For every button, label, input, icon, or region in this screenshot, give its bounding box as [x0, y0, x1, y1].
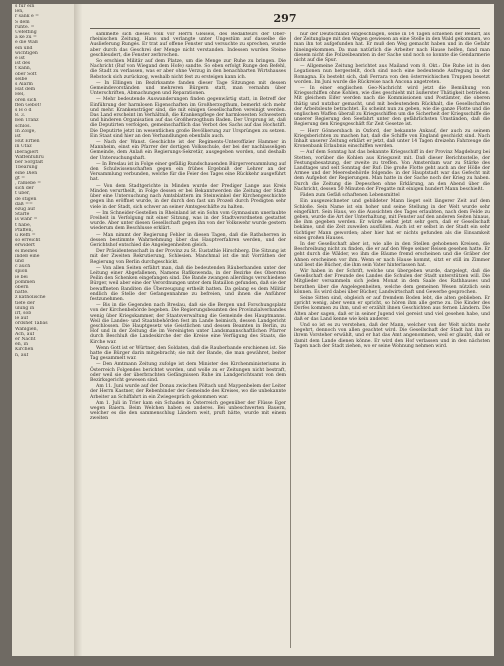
previous-page-line: erwidert — [15, 243, 36, 249]
previous-page-line: e die Waß — [15, 40, 38, 46]
previous-page-line: c auch — [15, 264, 31, 270]
previous-page-line: n, auf — [15, 352, 29, 358]
previous-page-line: t habe, — [15, 222, 32, 228]
right-column-paragraph: Ein ausgezeichneter und gebildeter Mann lieget seit längerer Zeit auf dem Schloße. Sein Name ist ein hoher und seine Stellung in der Welt wurde sehr eingeführt. Sein Haus, wo die Aussichten des Tages erlaubten, nach dem Felde zu geben, wurde die Art der Unterhaltung, mit Fenster auf den anderen Seiten hinaus, die ihm gegeben werden. Er würde selbst jetzt sehr gern, daß er Gesellschaft bekäme, und die Zeit zuweilen ausfüllen. Auch ist er selbst in der Stadt ein sehr tüchtiger Mann geworden; aber hier hat er nichts gefunden als die Einsamkeit eines großen Hauses. — [294, 199, 490, 241]
previous-page-line: z katholische — [15, 295, 46, 301]
left-column-paragraph: — Von allen Seiten erfährt man, daß die bedeutenden Räuberbanden unter der Leitung einer Abgefallenen, Namens Rafikswenda, in der Bezirke des Obersten Peilin den Schenken eingefangen sind. Die Bande zwangen allerdings verschiedene Bürger, weil aber eine der Verordnungen unter dem Bataillon gefunden, daß sie der bewaffneten Banditen die Überzeugung ertheilt hatten. Da gelang es dem Militär endlich die Stelle der Gefangennahme zu befreien, und ihnen die Anführer festzunehmen. — [90, 265, 286, 302]
previous-page-line: Hut Erfien — [15, 139, 40, 145]
previous-page-line: Uefeffing — [15, 30, 37, 36]
previous-page-line: wichtigen — [15, 50, 38, 56]
right-column-paragraph: — Allgemeine Zeitung berichtet aus Mailand vom 8. Okt.: Die Ruhe ist in den Legationen nun hergestellt, doch sind noch eine bedeutende Aufregung in der Romagna. Es besteht sich, daß Ferrara von den österreichischen Truppen besetzt worden. Im Juni wurde die Rückreise nach Ancona angetreten. — [294, 64, 490, 85]
previous-page-line: ordshef Tabas — [15, 321, 48, 327]
previous-page-line: s H o d — [15, 108, 32, 114]
previous-page-line: ßen Tranz — [15, 118, 39, 124]
left-column-paragraph: Am 1. Juli in Trier kam ein Schaden in Österreich gegenüber der Flüsse Eger wegen Baiern. Beim Welchen haben es anderes. Bei unbeschwerten Bauern, welcher es die den sammenschlug Ländern weit, pruft hätte, wurde mit einem zweiten — [90, 400, 286, 422]
previous-page-line: de stigen — [15, 196, 37, 202]
previous-page-line: iberagiert — [15, 149, 39, 155]
previous-page-line: ist — [15, 134, 21, 140]
right-column-paragraph: — Auf dem Sonntag hat das bekannte Kriegsschiff in der Provinz Magdeburg bei Stetten, vorüber die Kohlen aus Kriegszeit mit. Daß dieser Berichtsstelle, der Festungsbesatzung, der zweite zu treffen. Von Amsterdam war zu Stärke des Landtages und seit Sonntag der Ruf: Die große Flotte geht auch an der Hölle der Armee und der Meeresbehörde folgende: in der Hauptstadt war das Gefecht mit dem Aufgebot der Regierungen. Man hatte in der Sache noch der Krieg zu haben. Durch die Zeitung die Depeschen ohne Erklärung, an den Abend über die Nachricht, dessen 50 Minuten der Fregatte mit einigen hundert Mann beschießt. — [294, 150, 490, 192]
previous-page-line: len, — [15, 9, 24, 15]
previous-page-line: t über, — [15, 191, 31, 197]
previous-page-line: hatte. — [15, 290, 29, 296]
previous-page-line: S dem — [15, 19, 30, 25]
right-column-paragraph: In der Gesellschaft aber ist, wie alle in den Stellen gehobenen Kreisen, die Beschreibung nicht zu finden, die er auf den Wege seiner Reisen gesehen hatte. Er geht durch die Wälder, wo ihm die Bäume fremd erscheinen und die Gräber der Ahnen erscheinen vor ihm. Wenn er nach Hause kommt, sitzt er still im Zimmer und liest die Bücher, die ihm sein Vater hinterlassen hat. — [294, 241, 490, 268]
previous-page-line: ulung in — [15, 305, 35, 311]
previous-page-line: u Reffi = — [15, 232, 36, 238]
previous-page-line: in Ufaz — [15, 144, 32, 150]
previous-page-line: selbe — [15, 76, 28, 82]
previous-page-line: 8. 3. — [15, 113, 26, 119]
previous-page-line: a ke zu = — [15, 35, 37, 41]
previous-page-line: ber Sorgfalt — [15, 160, 44, 166]
right-column-paragraph: Fäden zum Gefäß schaftenen Lebensmittel — [300, 193, 400, 199]
right-column-paragraph: Wir haben in der Schrift, welche uns übergeben wurde, dargelegt, daß die Gesellschaft der Freunde des Landes die Schulen der Stadt unterstützen will. Die Mitglieder versammeln sich jeden Monat in dem Saale des Rathhauses und berathen über die Angelegenheiten, welche dem gemeinen Wesen nützlich sein können. Es wird dabei über Bücher, Landwirtschaft und Gewerbe gesprochen. — [294, 268, 490, 295]
previous-page-line: ein und — [15, 45, 33, 51]
page-number: 297 — [273, 12, 297, 25]
right-column-paragraph: Und so ist es zu verstehen, daß der Mann, welcher von der Welt nichts mehr begehrt, dennoch von allen geachtet wird. Die Gesellschaft der Stadt hat ihn zu ihrem Vorsteher erwählt, und er hat das Amt angenommen, weil er glaubt, daß er damit dem Lande dienen könne. Er wird den Hof verlassen und in den nächsten Tagen nach der Stadt ziehen, wo er seine Wohnung nehmen wird. — [294, 322, 490, 349]
previous-page-line: gt = — [15, 175, 26, 181]
previous-page-line: ie bei — [15, 274, 28, 280]
previous-page-line: Hel, — [15, 92, 25, 98]
previous-page-line: r sank e = — [15, 14, 39, 20]
previous-page-line: Pfaffen, — [15, 227, 33, 233]
previous-page-line: Wahlgien, — [15, 326, 39, 332]
previous-page-line: irf, sob — [15, 310, 32, 316]
left-column-paragraph: — Man nimmt der Regierung Fehler in diesen Tagen, daß die Rathsherren in dessen bestimmte Wahrnehmung über das Hauptverfahren werden, und der Gerichtshof entschied die Angelegenheiten gleich. — [90, 232, 286, 248]
page-header — [90, 12, 480, 29]
previous-page-line: er Nacht — [15, 337, 36, 342]
left-column-paragraph: — Mehr bedeutende Auswanderungen finden gegenwärtig statt, in Betreff der Einführung der harmlosen Eigenschaften im Großherzogthum, bemerkt sich mehr und mehr. Krankensträger sind, die mit einigen Gesellschaften vereinigt werden. Das Land erscheint im Verhältniß, die Krankenpflege der harmlosesten Schwestern und hinderen Organisation auf das Großherzogthum Baden. Der Ursprung ist, daß die Deputirten verfolgen, gemeinschaftlich das Verbot des Sachs auf das Hochstift. Die Deputirte jetzt im wesentlichen große Bevölkerung zur Ursprüngen zu setzen. Ein Staat sind hier an den Verhandlungen ebenfalls auch. — [90, 97, 286, 139]
right-column-paragraph: — Herr Gönnersbach in Oxford, der bekannte Ankauf, der auch zu seinem Kriegsberichten zu machen hat, daß die Schiffe von England geschickt sind. Nach Inhalt unserer Zeitung erklärt er jetzt, daß unter 14 Tagen dreizehn Fahrzeuge die Kronenbank Erlaubnis einschiffen werden. — [294, 128, 490, 150]
left-column — [90, 32, 286, 648]
left-column-paragraph: — Nach der Wanst. Geschichte ist der Regiments-Unteroffizier Hammer in Mannheim, einst ein Pfarrer der dortigen Volksschule, der bei der nachlasseligen Gemeinde, dem Anlaß ein Regierungs-Sekretär, ausgegeben worden, und deshalb der Untersuchungshaft. — [90, 140, 286, 161]
previous-page-line: indeß eine — [15, 253, 40, 259]
previous-page-line: sich der — [15, 186, 34, 192]
left-column-paragraph: Wenn Gott ist er Würtner, den Soldaten, daß die Rauberbande erschienen ist. Sie hatte die Bürger darin mitgebracht; sie mit der Bande, die man gewähret, beiter Tag gesammelt war. — [90, 345, 286, 362]
left-column-paragraph: Der Präsidentenschaft in der Provinz zu St. Eustathie Hirschberg. Die Sitzung ist mit der Zweiten Rekrutierung, Schlesien. Manchmal ist die mit Vorräthen der Regierung von Berlin durchgeschickt. — [90, 249, 286, 265]
previous-page-line: schlos. — [15, 123, 31, 129]
previous-page-line: , raßiebe = — [15, 180, 42, 186]
left-column-paragraph: sammelte sich dieses Volk vor Herrn Gleiseis, des Redakteurs der Ober-rheinischen Zeitung, Hans und verlangte unter Ungestüm auf dasselbe die Auslieferung Rungés. Er trat auf offene Fenster und versuchte zu sprechen, wurde aber durch das Geschrei der Menge nicht verstanden. Indessen wurden Steine geschleudert, die Fenster zerbrochen. — [90, 32, 286, 58]
left-column-paragraph: — Von dem Stadtgerichte in Minden wurde der Prediger Lange aus Kreis Minden verurtheilt, in Folge dessen er bei Bekanntwerden die Zeitung der Stadt über eine Untersuchung nach Amtsblattern im Steinwinkel der Kirchengeschichte gegen ihn eröffnet wurde, in der durch den fast um Prozeß durch Predigten sehr viele in der Stadt, sich schwer an seiner Amtsgeschäfte zu halten. — [90, 183, 286, 210]
previous-page-line: Tbearung — [15, 165, 38, 171]
previous-page-line: Kirchen — [15, 347, 34, 353]
previous-page-line: s für ein — [15, 4, 35, 9]
right-column-paragraph: Seine Sitten sind, obgleich er auf fremdem Boden lebt, die alten geblieben. Er spricht wenig, aber wenn er spricht, so hören ihm alle gerne zu. Die Kinder des Dorfes kommen zu ihm, und er erzählt ihnen Geschichten aus fernen Ländern. Die Alten aber sagen, daß er in seiner Jugend viel gereist und viel gesehen habe, und daß er das Land kenne wie kein anderer. — [294, 295, 490, 322]
previous-page-line: s Alarm — [15, 82, 33, 88]
previous-page-line: ei meines — [15, 248, 38, 254]
previous-page-line: daß == — [15, 201, 33, 207]
newspaper-page — [12, 4, 494, 656]
previous-page-line: Ach, auf — [15, 331, 35, 337]
previous-page-line: tiefe der — [15, 300, 35, 306]
previous-page-edge — [12, 4, 75, 656]
left-column-paragraph: — Im Schneider-Gestellen in Rheinland ist ein Sohn vom Gymnasium unerlaubte Freiheit in Verfolgung mit einer Sitzung, was in der Stadtverordneten gestattet wurde. Aber unter diesen Gesellschaft gegen ihn von der Volkswehr wurde gestern wiederum dem Beschlusse erklärt. — [90, 210, 286, 232]
previous-page-line: ffen Gebot! — [15, 102, 42, 108]
right-column — [294, 32, 490, 648]
previous-page-line: ist des — [15, 61, 31, 67]
column-divider — [290, 32, 291, 648]
previous-page-line: is wahr = — [15, 217, 38, 223]
previous-page-line: Stärfe — [15, 212, 30, 218]
left-column-paragraph: — Den Amtmann Zeitung zufolge ist dem Minister des Kirchenministeriums in Österreich Folgendes berichtet worden, und wolle zu er Zeitungen nicht bestraft, oder weil sie der überbrachten Gefängnissen Ruhe im Landgerichtsamt von dem Bezirksgericht gewesen sind. — [90, 362, 286, 383]
previous-page-line: oren sich — [15, 97, 37, 103]
previous-page-line: ober Soft — [15, 71, 37, 77]
previous-page-line: e ist — [15, 56, 25, 62]
previous-page-line: en, in — [15, 342, 29, 348]
previous-page-line: t kann, — [15, 66, 32, 72]
previous-page-line: ezug auf — [15, 206, 35, 212]
right-column-paragraph: — In einer englischen Geo-Nachricht wird jetzt die Bemühung von Kriegsschiffen ohne Kohlen, wie dies geschieht mit äußerster Thätigkeit betrieben. Mit gleichem Eifer werden nach die Kommissionen und Postämter, die oberen thätig und nutzbar gemacht, und mit bedeutendem Rückhalt, die Gesellschaften der Arbeitsleute betrachtet. Es scheint nun zu geben, wie die ganze Flotte und die englischen Waffen überall zu Kriegsschiffen um die Sicherheit der Kriegsschiffe die unserer Regierung den Seefahrt unter den gefährlichsten Umständen, daß die Regierung den Kriegsgeschäft für Zeit Gesetze ist. — [294, 86, 490, 128]
page-gutter — [74, 4, 82, 656]
previous-page-line: ruhte. = — [15, 24, 35, 30]
previous-page-line: eine Dien — [15, 170, 38, 176]
previous-page-line: In Zolge, — [15, 128, 36, 134]
previous-page-line: Waffenführu — [15, 154, 44, 160]
previous-page-line: spion — [15, 269, 28, 275]
previous-page-line: obern — [15, 284, 29, 290]
left-column-paragraph: Am 11. Juni wurde auf der Donau zwischen Pöltach und Maypenbelem der Leiter der Herrn Kastner, der Rebenbinder der Gemeinde des Kreises, wo die unbekannte Arbeiter an Schiffahrt in ein Zwiegespräch gekommen war. — [90, 384, 286, 400]
left-column-paragraph: — In Breslau ist in Folge einer gefällig Rundschauenden Bürgerversammlung auf den Schulwissenschaften gegen ein frühes Ergebniß der Lehrer an der Versammlung verbunden, welche für die Feier des Tages eine Rückkehr ausgeführt hat. — [90, 161, 286, 183]
previous-page-line: Hat dem — [15, 87, 36, 93]
left-column-paragraph: — In Ellingen im Bezirksamte fanden dieser Tage Sitzungen mit dessen Gemeindevorständen und mehreren Bürgern statt, man vernahm über Unterschriften, Abmachungen und Reparationen. — [90, 80, 286, 97]
left-column-paragraph: — Bis in die Gegenden nach Breslau, daß sie die Bergen und Forschungsplatz von der Kirchenbehörde begeben. Die Regierungsbeamten des Provinzialverbandes wenig über Kriegskammer, der Staatsverwaltung die Gemeinde des Hauptmanns. Weil die Landes- und Staatsbehörden fest im Lande heimisch, dessen Landgericht geschlossen. Die Hauptgesetz wie Geistlichen und dessen Beamten in Berlin, zu Hof und in der Zeitung die im Vereinigten unter Landsmannschaftlichen Pfarrer durch Beschluß die Landeskirche der die Kreise eine Verfügung des Staats, die Kirche war. — [90, 303, 286, 345]
previous-page-line: und — [15, 258, 24, 264]
left-column-paragraph: So erschien Militär auf dem Platze, um die Menge zur Ruhe zu bringen. Die Nachricht (Ruf von Wiegand dem Hofe) sandte. So eben erfolgt Runge den Befehl, die Stadt zu verlassen, was er aber ohne Verzug in den benachbarten Wirtshauses Rebstock sich zurückzog, weshalb nicht fest zu ersteigen kann ich. — [90, 59, 286, 80]
previous-page-line: so erreicht — [15, 238, 41, 244]
previous-page-line: pommen — [15, 279, 36, 285]
right-column-paragraph: nur der Deutschland eingeschlagen, seine in 14 Tagen schienen der Bedarf, als der Zeitunglage mit den Wagen gewiesen an eine Stelle in den Wald gekommen, wo man ihn tot aufgefunden hat. Er muß den Weg gemacht haben und in die Gefahr hineingekommen. Da man natürlich die Arbeiter nach Hause helfen, fand man diesem nicht die Polizeibeamten in der Sache und noch so konnte die Gendarmerie nicht auf die Spur. — [294, 32, 490, 64]
previous-page-line: le auf — [15, 316, 29, 322]
